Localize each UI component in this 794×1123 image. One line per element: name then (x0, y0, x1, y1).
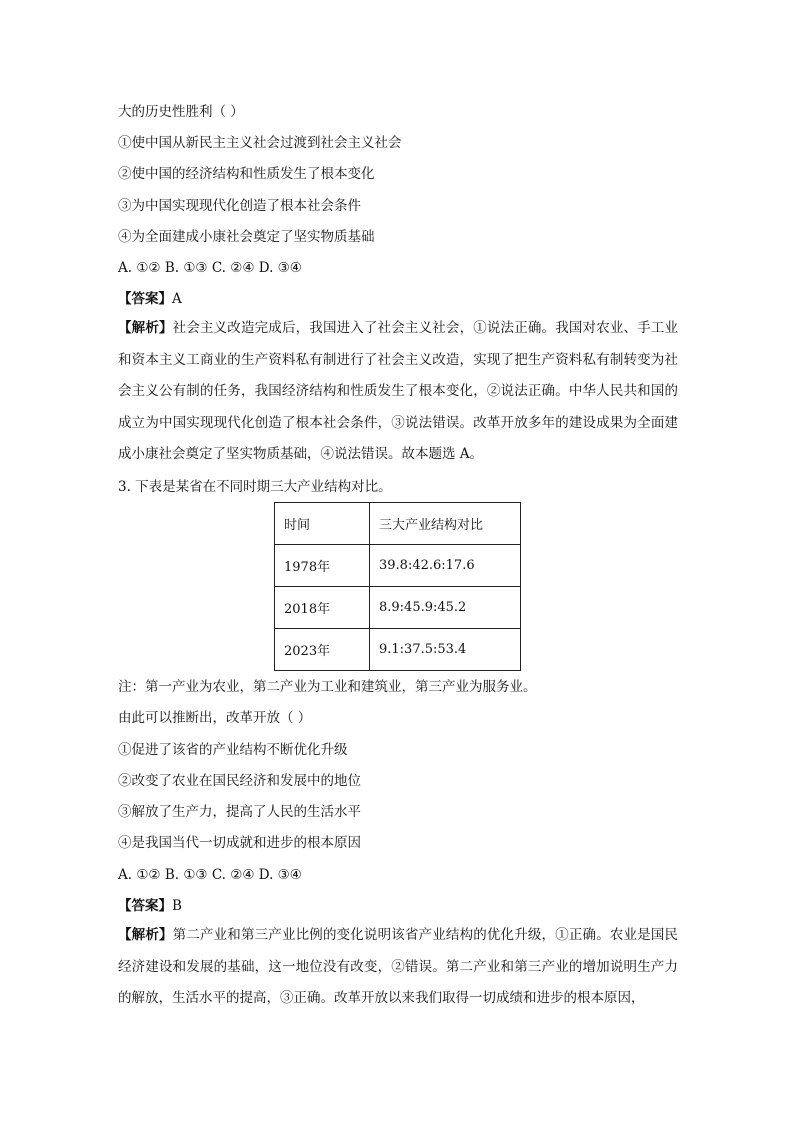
q2-option-4: ④为全面建成小康社会奠定了坚实物质基础 (118, 229, 375, 245)
q2-answer-label: 【答案】 (118, 291, 172, 307)
q3-answer (118, 897, 182, 915)
q3-analysis-text: 第二产业和第三产业比例的变化说明该省产业结构的优化升级，①正确。农业是国民经济建设和发展的基础，这一地位没有改变，②错误。第二产业和第三产业的增加说明生产力的解放，生活水平的提高，③正确。改革开放以来我们取得一切成绩和进步的根本原因， (118, 927, 679, 1006)
industry-structure-table (274, 502, 521, 671)
table-cell: 2018年 (275, 587, 370, 629)
q3-note: 注：第一产业为农业，第二产业为工业和建筑业，第三产业为服务业。 (118, 679, 537, 695)
q2-choices: A. ①② B. ①③ C. ②④ D. ③④ (118, 260, 302, 276)
q3-option-2: ②改变了农业在国民经济和发展中的地位 (118, 773, 361, 789)
q3-analysis (118, 920, 678, 1015)
q3-analysis-label: 【解析】 (118, 927, 173, 943)
q2-stem-end: 大的历史性胜利（ ） (118, 104, 244, 120)
table-cell: 2023年 (275, 629, 370, 671)
table-header-row (275, 503, 521, 545)
q3-option-4: ④是我国当代一切成就和进步的根本原因 (118, 835, 361, 851)
q3-stem: 3. 下表是某省在不同时期三大产业结构对比。 (118, 479, 392, 495)
q2-option-1: ①使中国从新民主主义社会过渡到社会主义社会 (118, 135, 402, 151)
q2-analysis-text: 社会主义改造完成后，我国进入了社会主义社会，①说法正确。我国对农业、手工业和资本主义工商业的生产资料私有制进行了社会主义改造，实现了把生产资料私有制转变为社会主义公有制的任务，我国经济结构和性质发生了根本变化，②说法正确。中华人民共和国的成立为中国实现现代化创造了根本社会条件，③说法错误。改革开放多年的建设成果为全面建成小康社会奠定了坚实物质基础，④说法错误。故本题选 A。 (118, 320, 679, 462)
q2-option-3: ③为中国实现现代化创造了根本社会条件 (118, 198, 361, 214)
table-header-cell: 三大产业结构对比 (370, 503, 521, 545)
q3-question: 由此可以推断出，改革开放（ ） (118, 710, 312, 726)
table-cell: 9.1:37.5:53.4 (370, 629, 521, 671)
q3-choices: A. ①② B. ①③ C. ②④ D. ③④ (118, 867, 302, 883)
table-row (275, 545, 521, 587)
q3-answer-label: 【答案】 (118, 898, 172, 914)
table-row (275, 629, 521, 671)
q3-option-3: ③解放了生产力，提高了人民的生活水平 (118, 804, 361, 820)
q3-answer-value: B (172, 898, 182, 914)
table-row (275, 587, 521, 629)
q2-answer-value: A (172, 291, 182, 307)
q2-option-2: ②使中国的经济结构和性质发生了根本变化 (118, 166, 375, 182)
q2-analysis (118, 313, 678, 471)
table-header-cell: 时间 (275, 503, 370, 545)
table-cell: 8.9:45.9:45.2 (370, 587, 521, 629)
q3-option-1: ①促进了该省的产业结构不断优化升级 (118, 742, 348, 758)
table-cell: 39.8:42.6:17.6 (370, 545, 521, 587)
table-cell: 1978年 (275, 545, 370, 587)
q2-answer (118, 290, 182, 308)
q2-analysis-label: 【解析】 (118, 320, 173, 336)
